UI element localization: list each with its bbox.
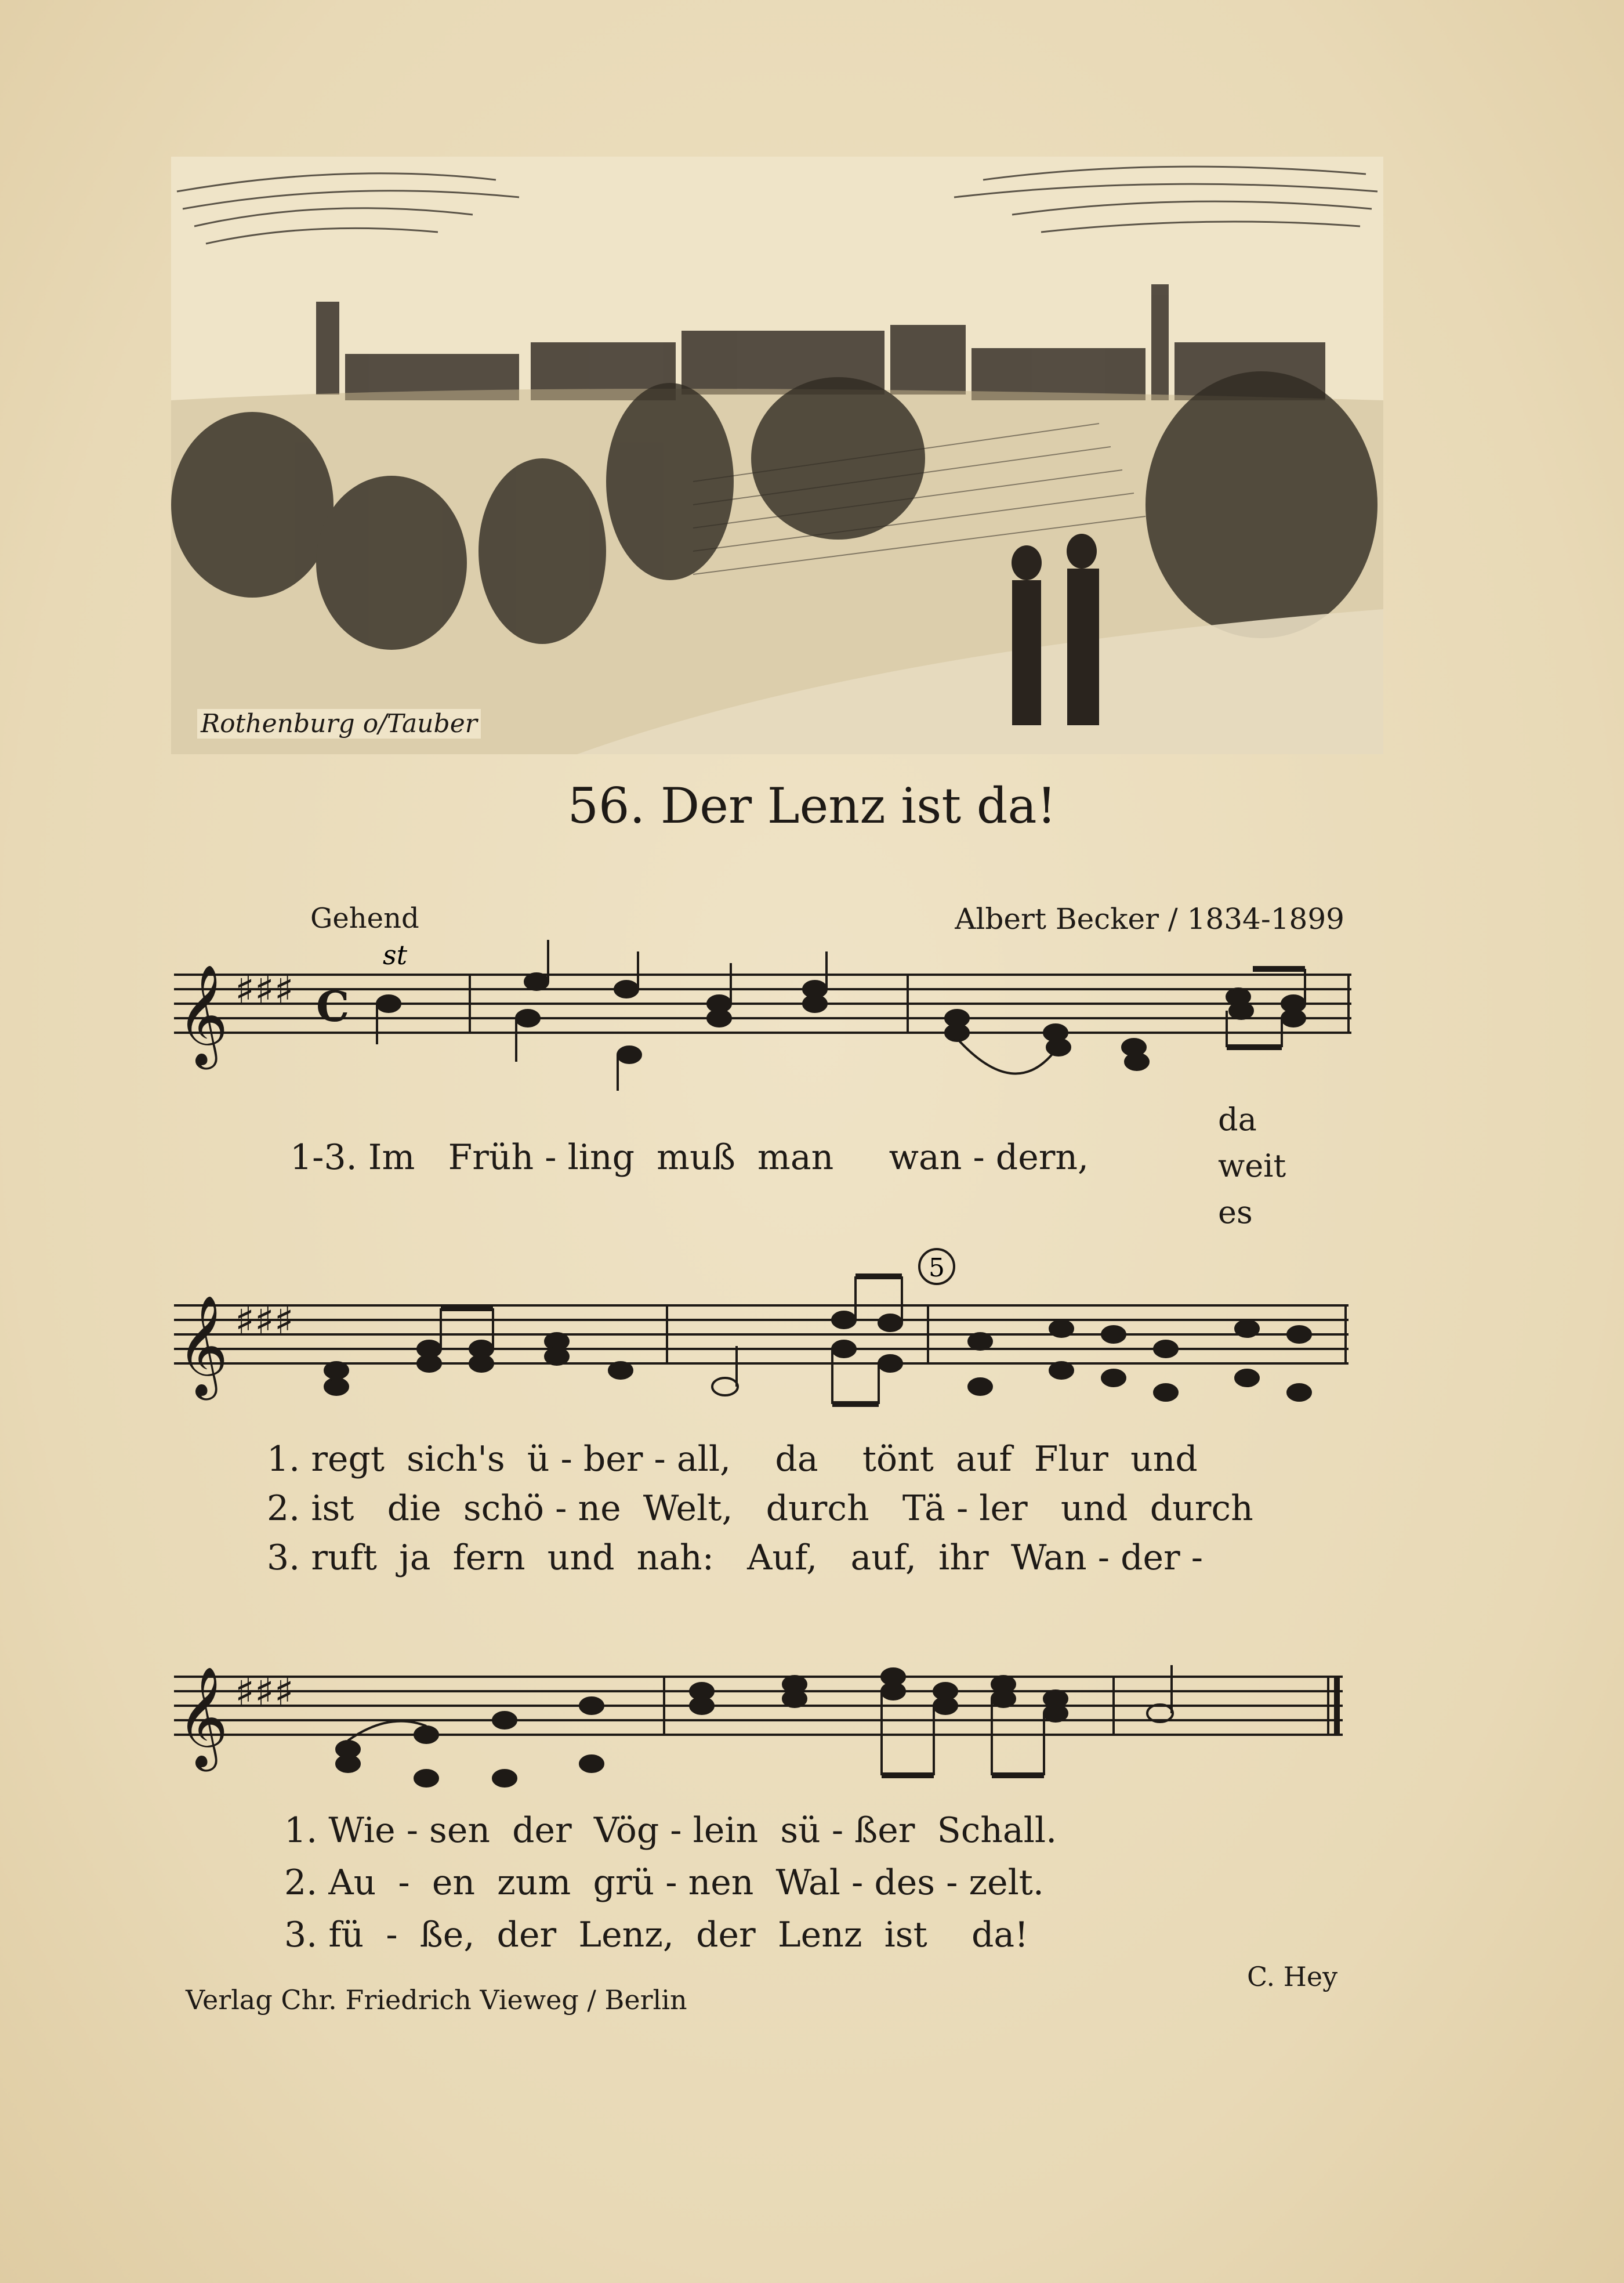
lyric-verse-3-system-2: 3. ruft ja fern und nah: Auf, auf, ihr Wan - der - bbox=[267, 1537, 1204, 1578]
key-signature-sharps: ♯♯♯ bbox=[235, 1668, 294, 1716]
treble-clef-icon: 𝄞 bbox=[177, 964, 229, 1065]
treble-clef-icon: 𝄞 bbox=[177, 1666, 229, 1767]
lyric-verse-1-system-2: 1. regt sich's ü - ber - all, da tönt auf Flur und bbox=[267, 1439, 1198, 1479]
measure-number: 5 bbox=[929, 1253, 945, 1283]
song-title: 56. Der Lenz ist da! bbox=[567, 777, 1057, 834]
lyric-line-refrain: 1-3. Im Früh - ling muß man wan - dern, bbox=[290, 1137, 1089, 1178]
dynamic-marking: st bbox=[383, 939, 408, 971]
brace-word: da bbox=[1218, 1101, 1257, 1138]
common-time-icon: C bbox=[316, 982, 350, 1031]
lyric-verse-1-system-3: 1. Wie - sen der Vög - lein sü - ßer Schall. bbox=[284, 1810, 1057, 1851]
lyric-verse-2-system-2: 2. ist die schö - ne Welt, durch Tä - ler und durch bbox=[267, 1488, 1253, 1529]
arranger-initial: C. Hey bbox=[1247, 1961, 1338, 1992]
notes-system-2 bbox=[325, 1276, 1311, 1404]
treble-clef-icon: 𝄞 bbox=[177, 1295, 229, 1396]
illustration-caption: Rothenburg o/Tauber bbox=[197, 709, 481, 739]
notes-system-3 bbox=[336, 1665, 1173, 1786]
lyric-verse-3-system-3: 3. fü - ße, der Lenz, der Lenz ist da! bbox=[284, 1915, 1029, 1955]
tempo-marking: Gehend bbox=[310, 902, 419, 935]
brace-word: weit bbox=[1218, 1148, 1286, 1184]
composer-credit: Albert Becker / 1834-1899 bbox=[955, 902, 1344, 936]
notes-system-1 bbox=[377, 940, 1305, 1091]
lyric-brace-group bbox=[1218, 1097, 1286, 1236]
key-signature-sharps: ♯♯♯ bbox=[235, 966, 294, 1014]
publisher-credit: Verlag Chr. Friedrich Vieweg / Berlin bbox=[186, 1984, 687, 2016]
lyric-verse-2-system-3: 2. Au - en zum grü - nen Wal - des - zelt. bbox=[284, 1862, 1044, 1903]
staff-system-1 bbox=[174, 975, 1351, 1033]
key-signature-sharps: ♯♯♯ bbox=[235, 1297, 294, 1344]
brace-word: es bbox=[1218, 1194, 1253, 1231]
